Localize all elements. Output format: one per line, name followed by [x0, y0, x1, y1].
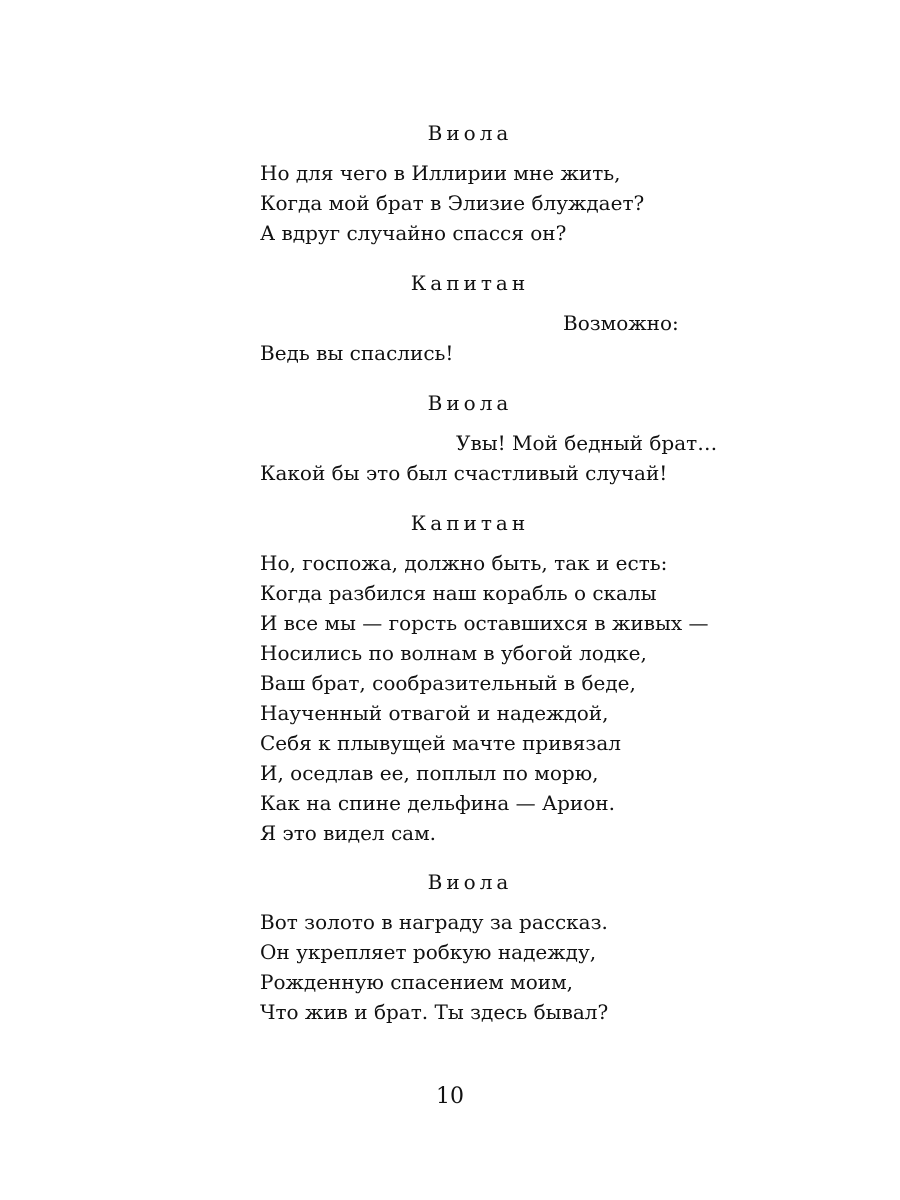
dialogue-block	[260, 508, 740, 848]
verse-line: Вот золото в награду за рассказ.	[260, 910, 608, 934]
verse-line: Когда мой брат в Элизие блуждает?	[260, 191, 645, 215]
verse-line: А вдруг случайно спасся он?	[260, 221, 567, 245]
verse-line: Ваш брат, сообразительный в беде,	[260, 671, 636, 695]
speaker-name: Виола	[427, 391, 513, 415]
verse-line: Рожденную спасением моим,	[260, 970, 573, 994]
verse-line: И, оседлав ее, поплыл по морю,	[260, 761, 599, 785]
verse-line: Что жив и брат. Ты здесь бывал?	[260, 1000, 609, 1024]
dialogue-block	[260, 268, 740, 368]
verse-line: Увы! Мой бедный брат…	[456, 431, 718, 455]
verse-line: И все мы — горсть оставшихся в живых —	[260, 611, 709, 635]
speaker-name: Капитан	[410, 271, 530, 295]
verse-line: Когда разбился наш корабль о скалы	[260, 581, 657, 605]
verse-line: Но, госпожа, должно быть, так и есть:	[260, 551, 668, 575]
verse-line: Себя к плывущей мачте привязал	[260, 731, 621, 755]
verse-line: Какой бы это был счастливый случай!	[260, 461, 668, 485]
dialogue-block	[260, 118, 740, 248]
speaker-name: Виола	[427, 121, 513, 145]
speaker-name: Виола	[427, 870, 513, 894]
verse-line: Наученный отвагой и надеждой,	[260, 701, 609, 725]
verse-line: Возможно:	[563, 311, 679, 335]
verse-line: Но для чего в Иллирии мне жить,	[260, 161, 621, 185]
verse-line: Носились по волнам в убогой лодке,	[260, 641, 647, 665]
page-number: 10	[436, 1084, 464, 1109]
speaker-name: Капитан	[410, 511, 530, 535]
dialogue-block	[260, 867, 740, 1027]
verse-line: Ведь вы спаслись!	[260, 341, 454, 365]
dialogue-block	[260, 388, 740, 488]
verse-line: Он укрепляет робкую надежду,	[260, 940, 597, 964]
verse-line: Я это видел сам.	[260, 821, 437, 845]
verse-line: Как на спине дельфина — Арион.	[260, 791, 615, 815]
